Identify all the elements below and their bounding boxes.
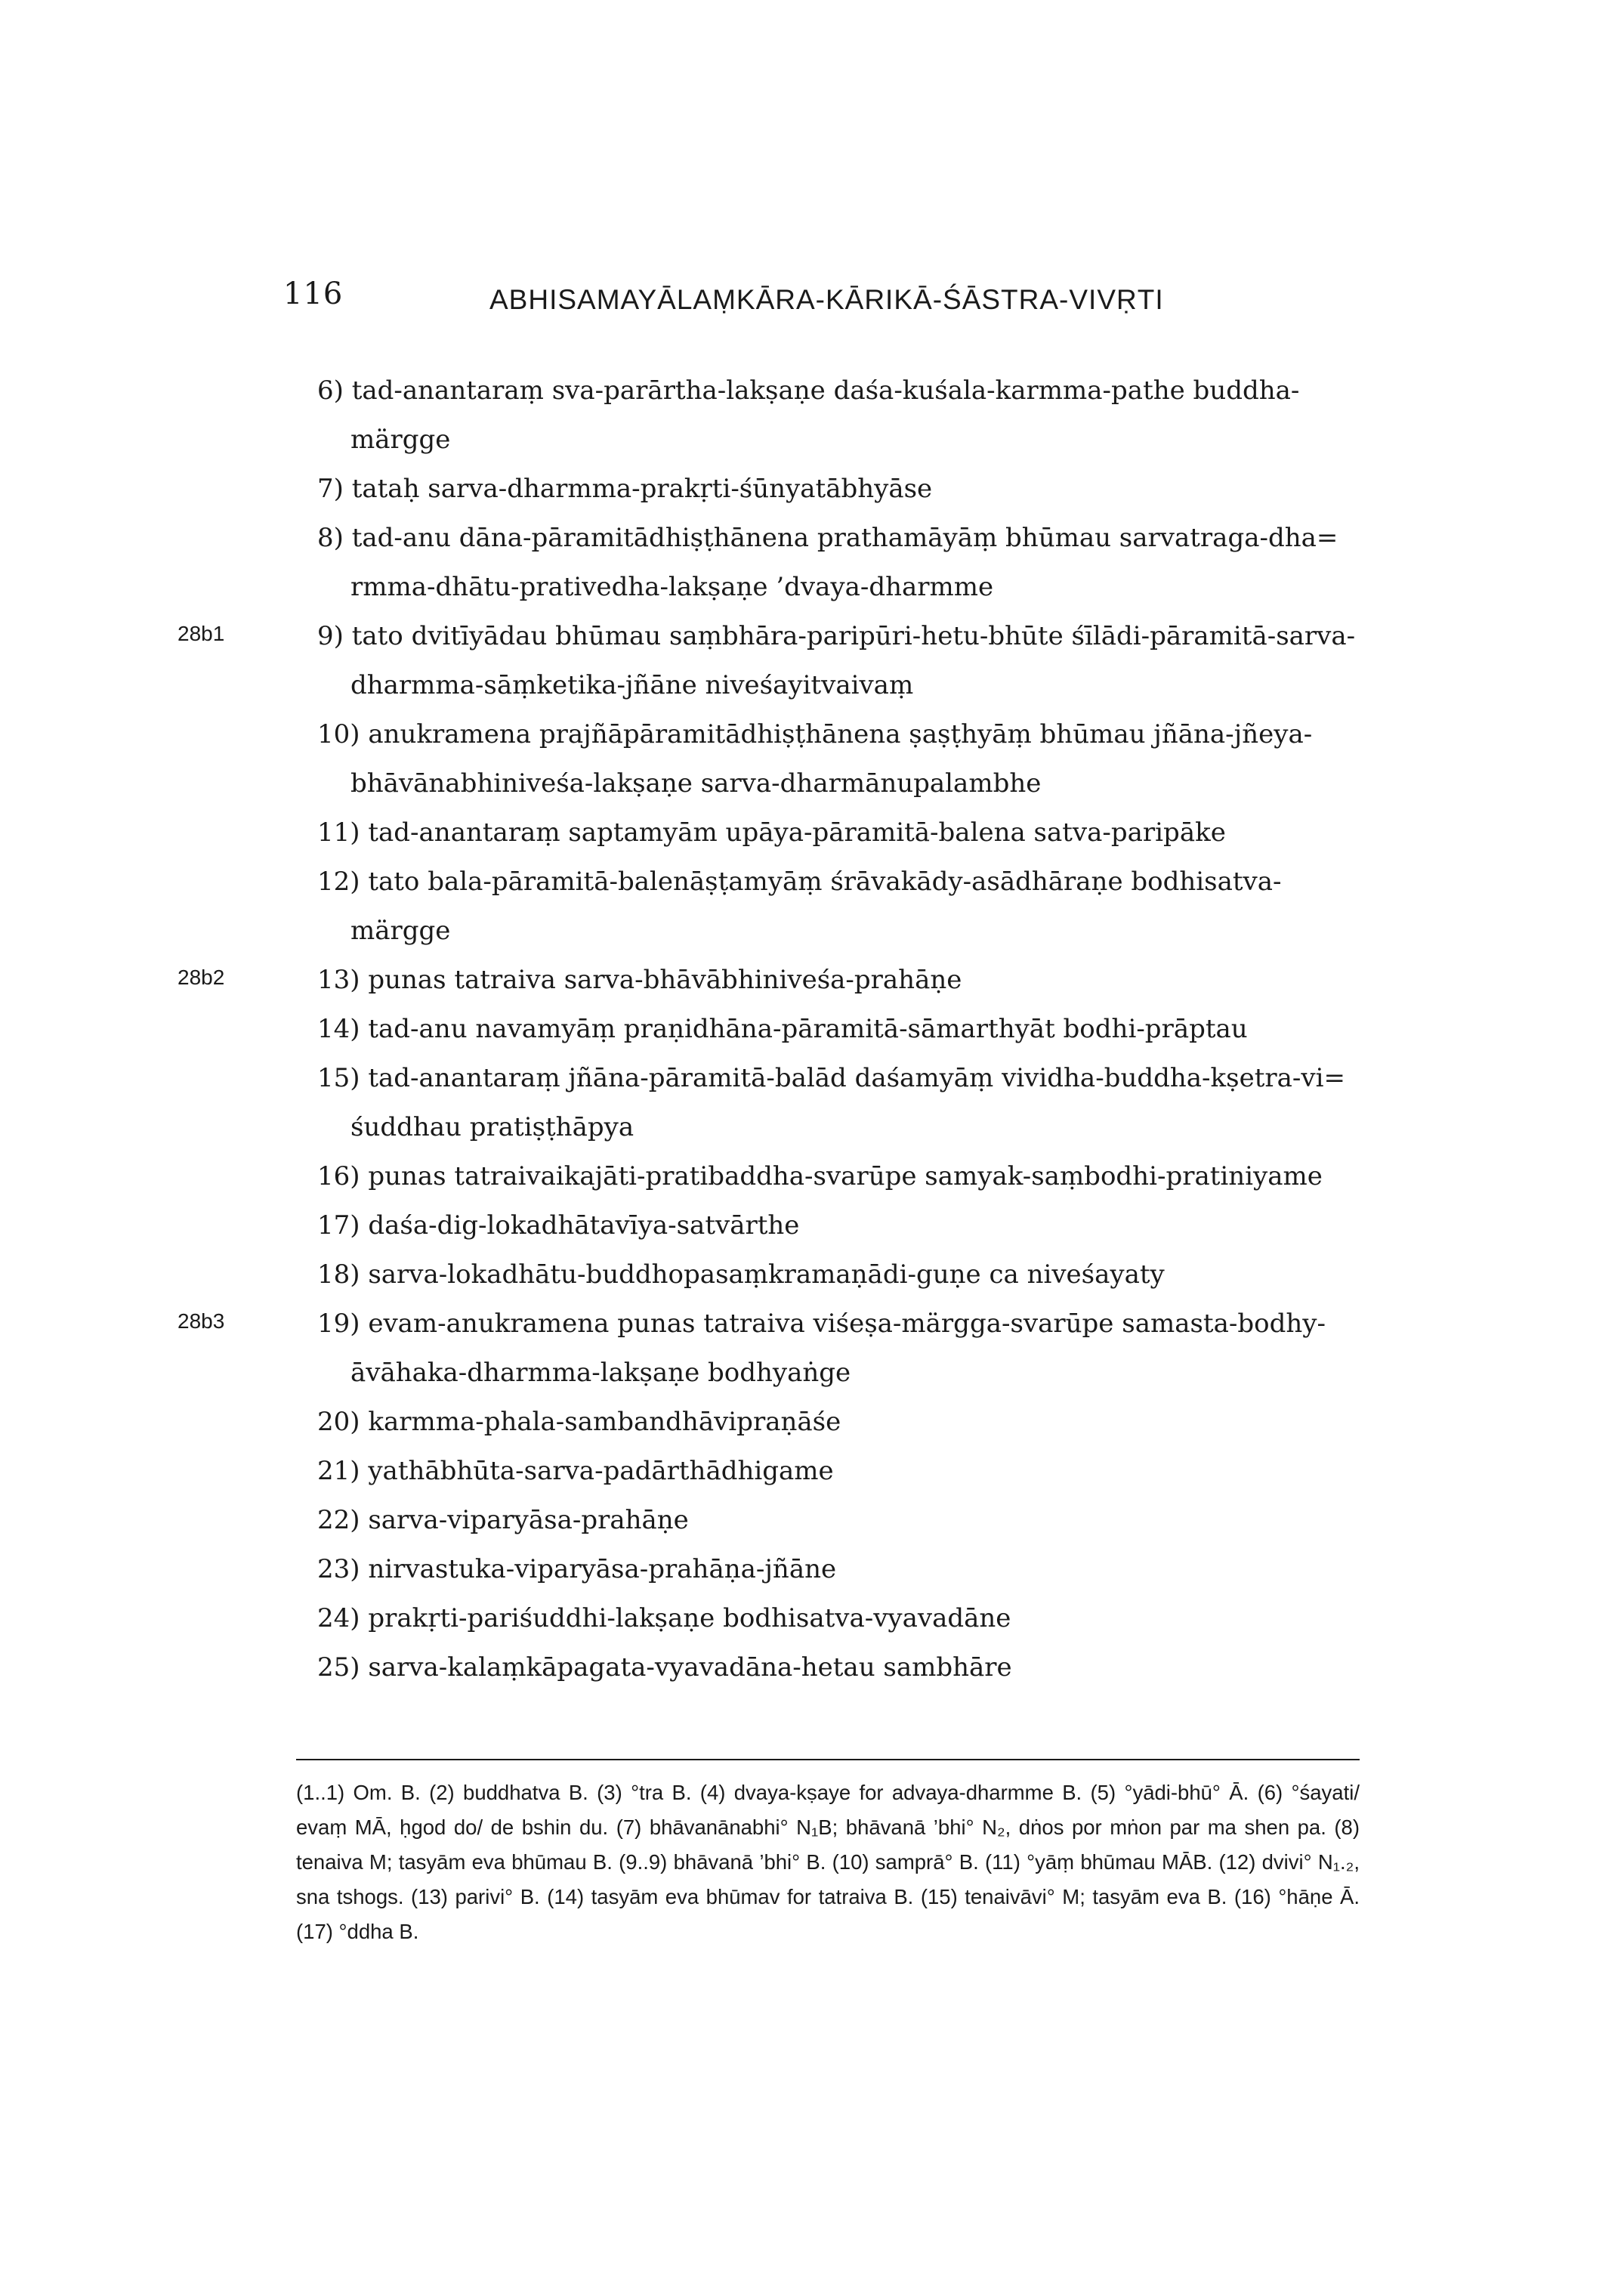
entry-line: 18) sarva-lokadhātu-buddhopasaṃkramaṇādi-guṇe ca niveśayaty (317, 1259, 1165, 1290)
list-item (317, 459, 1360, 508)
entry-line: 9) tato dvitīyādau bhūmau saṃbhāra-paripūri-hetu-bhūte śīlādi-pāramitā-sarva- (317, 621, 1356, 651)
entry-line: 16) punas tatraivaikajāti-pratibaddha-svarūpe samyak-saṃbodhi-pratiniyame (317, 1161, 1323, 1191)
entry-line: 21) yathābhūta-sarva-padārthādhigame (317, 1456, 834, 1486)
list-item (317, 1540, 1360, 1589)
entry-line: āvāhaka-dharmma-lakṣaṇe bodhyaṅge (350, 1358, 851, 1388)
entry-line: 14) tad-anu navamyāṃ praṇidhāna-pāramitā-sāmarthyāt bodhi-prāptau (317, 1014, 1248, 1044)
entry-line: 17) daśa-dig-lokadhātavīya-satvārthe (317, 1210, 800, 1241)
running-title: ABHISAMAYĀLAṂKĀRA-KĀRIKĀ-ŚĀSTRA-VIVṚTI (489, 284, 1164, 315)
list-item (317, 1442, 1360, 1491)
list-item (178, 950, 1360, 1000)
list-item (317, 508, 1360, 607)
entry-line: 22) sarva-viparyāsa-prahāṇe (317, 1505, 689, 1535)
margin-reference: 28b2 (178, 966, 225, 989)
list-item (317, 1589, 1360, 1638)
entry-line: 8) tad-anu dāna-pāramitādhiṣṭhānena prathamāyāṃ bhūmau sarvatraga-dha= (317, 523, 1338, 553)
list-item (317, 1245, 1360, 1294)
page-number: 116 (283, 277, 344, 311)
entry-line: 7) tataḥ sarva-dharmma-prakṛti-śūnyatābhyāse (317, 474, 933, 504)
entry-line: 6) tad-anantaraṃ sva-parārtha-lakṣaṇe daśa-kuśala-karmma-pathe buddha- (317, 375, 1300, 406)
entry-line: 24) prakṛti-pariśuddhi-lakṣaṇe bodhisatva-vyavadāne (317, 1603, 1011, 1633)
margin-reference: 28b3 (178, 1309, 225, 1333)
entry-line: 10) anukramena prajñāpāramitādhiṣṭhānena ṣaṣṭhyāṃ bhūmau jñāna-jñeya- (317, 719, 1313, 749)
entry-line: 11) tad-anantaraṃ saptamyām upāya-pāramitā-balena satva-paripāke (317, 817, 1226, 848)
list-item (178, 607, 1360, 705)
entry-line: 13) punas tatraiva sarva-bhāvābhiniveśa-prahāṇe (317, 965, 962, 995)
verse-list (178, 361, 1360, 1687)
list-item (317, 1491, 1360, 1540)
list-item (317, 1147, 1360, 1196)
list-item (317, 1196, 1360, 1245)
entry-line: 23) nirvastuka-viparyāsa-prahāṇa-jñāne (317, 1554, 837, 1584)
list-item (317, 361, 1360, 459)
list-item (317, 1638, 1360, 1687)
footnote-divider (296, 1759, 1360, 1760)
list-item (317, 1049, 1360, 1147)
entry-line: dharmma-sāṃketika-jñāne niveśayitvaivaṃ (350, 670, 914, 700)
margin-reference: 28b1 (178, 622, 225, 645)
list-item (178, 1294, 1360, 1392)
entry-line: 12) tato bala-pāramitā-balenāṣṭamyāṃ śrāvakādy-asādhāraṇe bodhisatva- (317, 867, 1282, 897)
entry-line: 20) karmma-phala-sambandhāvipraṇāśe (317, 1407, 841, 1437)
list-item (317, 705, 1360, 803)
list-item (317, 803, 1360, 852)
entry-line: 19) evam-anukramena punas tatraiva viśeṣa-märgga-svarūpe samasta-bodhy- (317, 1309, 1326, 1339)
entry-line: rmma-dhātu-prativedha-lakṣaṇe ’dvaya-dharmme (350, 572, 994, 602)
entry-line: 15) tad-anantaraṃ jñāna-pāramitā-balād daśamyāṃ vividha-buddha-kṣetra-vi= (317, 1063, 1345, 1093)
entry-line: märgge (350, 916, 451, 946)
list-item (317, 1392, 1360, 1442)
entry-line: märgge (350, 425, 451, 455)
list-item (317, 1000, 1360, 1049)
footnotes: (1..1) Om. B. (2) buddhatva B. (3) °tra B. (4) dvaya-kṣaye for advaya-dharmme B. (5) °yādi-bhū° Ā. (6) °śayati/ evaṃ MĀ, ḥgod do/ de bshin du. (7) bhāvanānabhi° N₁B; bhāvanā ’bhi° N₂, dṅos por mṅon par ma shen pa. (8) tenaiva M; tasyām eva bhūmau B. (9..9) bhāvanā ’bhi° B. (10) samprā° B. (11) °yāṃ bhūmau MĀB. (12) dvivi° N₁.₂, sna tshogs. (13) parivi° B. (14) tasyām eva bhūmav for tatraiva B. (15) tenaivāvi° M; tasyām eva B. (16) °hāṇe Ā. (17) °ddha B. (296, 1781, 1360, 1943)
entry-line: 25) sarva-kalaṃkāpagata-vyavadāna-hetau sambhāre (317, 1652, 1012, 1683)
entry-line: bhāvānabhiniveśa-lakṣaṇe sarva-dharmānupalambhe (350, 768, 1042, 799)
list-item (317, 852, 1360, 950)
entry-line: śuddhau pratiṣṭhāpya (350, 1112, 634, 1142)
